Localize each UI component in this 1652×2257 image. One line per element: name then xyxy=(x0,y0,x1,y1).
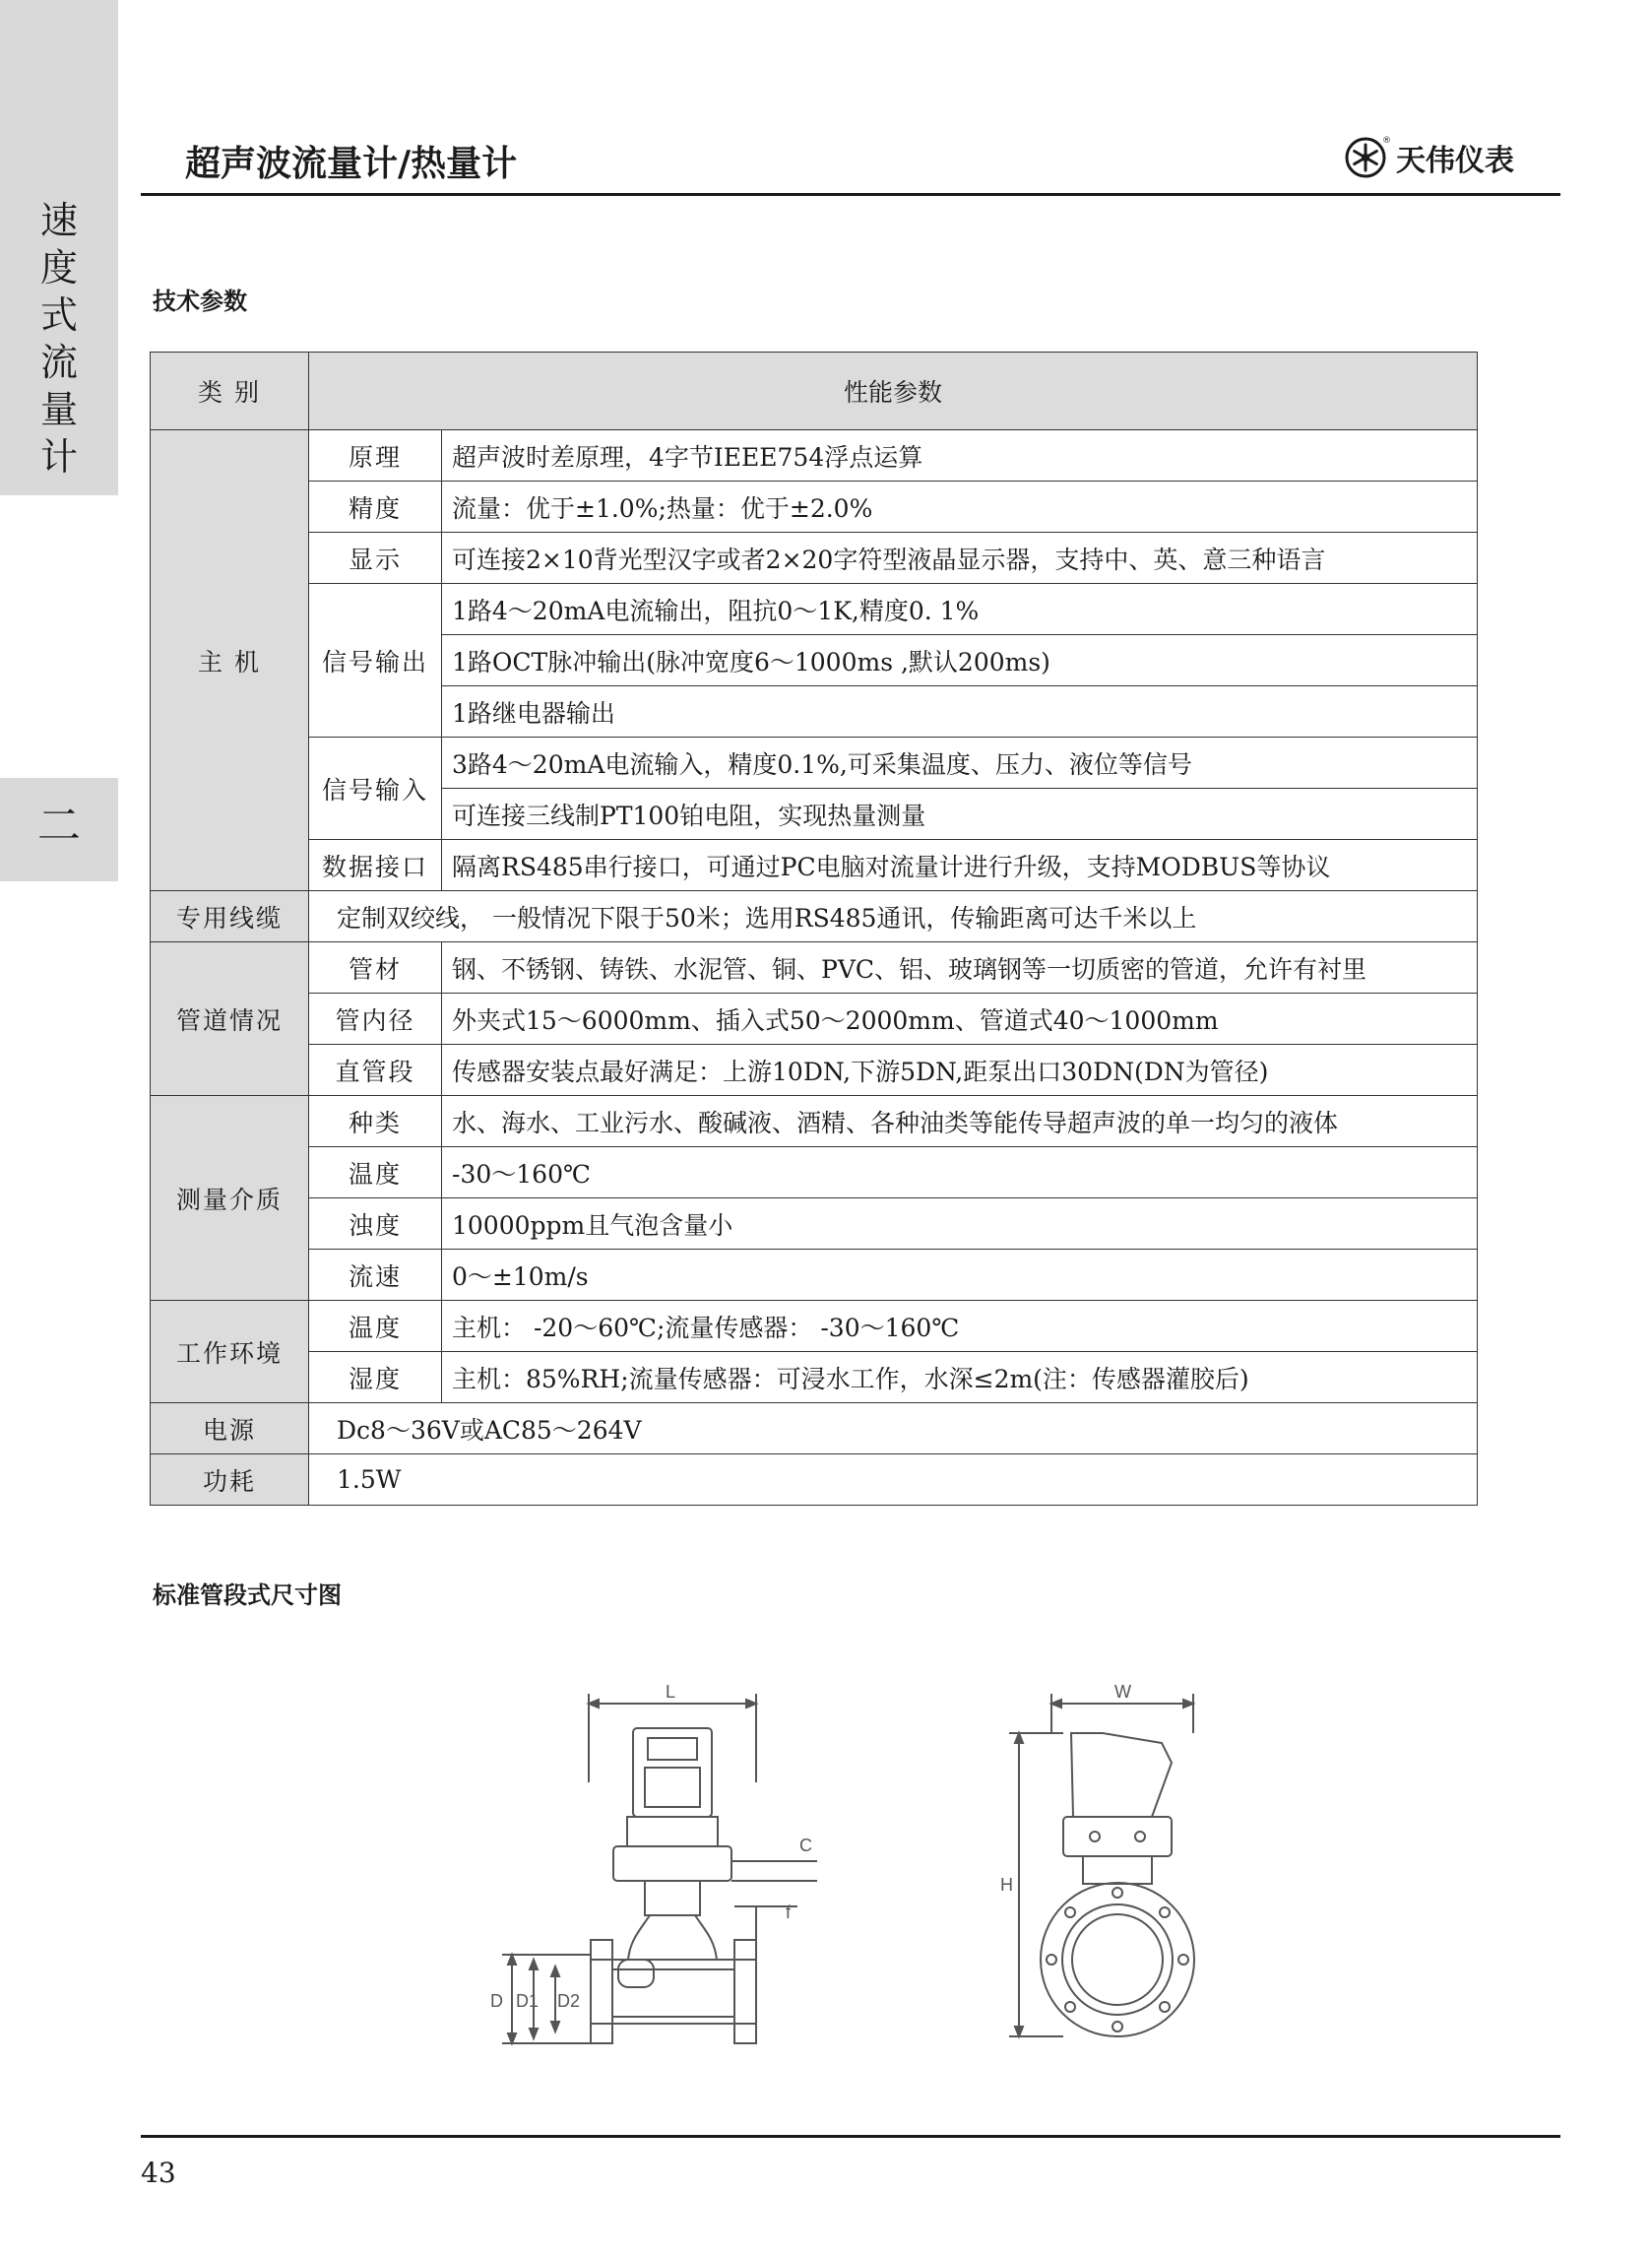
value-pipe-material: 钢、不锈钢、铸铁、水泥管、铜、PVC、铝、玻璃钢等一切质密的管道，允许有衬里 xyxy=(442,942,1478,994)
label-D1: D1 xyxy=(516,1991,540,2011)
section-title-specs: 技术参数 xyxy=(153,288,247,315)
sub-principle: 原理 xyxy=(309,430,442,482)
table-row xyxy=(151,1352,1478,1403)
value-medium-temp: -30～160℃ xyxy=(442,1147,1478,1198)
value-power: Dc8～36V或AC85～264V xyxy=(309,1403,1478,1454)
table-row xyxy=(151,891,1478,942)
table-row xyxy=(151,1301,1478,1352)
table-row xyxy=(151,1147,1478,1198)
value-principle: 超声波时差原理，4字节IEEE754浮点运算 xyxy=(442,430,1478,482)
category-pipe: 管道情况 xyxy=(151,942,309,1096)
table-row xyxy=(151,994,1478,1045)
value-display: 可连接2×10背光型汉字或者2×20字符型液晶显示器，支持中、英、意三种语言 xyxy=(442,533,1478,584)
table-row xyxy=(151,1045,1478,1096)
sub-straight-pipe: 直管段 xyxy=(309,1045,442,1096)
label-D: D xyxy=(490,1991,503,2011)
value-signal-output-3: 1路继电器输出 xyxy=(442,686,1478,738)
label-L: L xyxy=(666,1682,676,1702)
page-title: 超声波流量计/热量计 xyxy=(185,144,518,184)
sub-pipe-diameter: 管内径 xyxy=(309,994,442,1045)
table-row xyxy=(151,1454,1478,1506)
value-signal-input-1: 3路4～20mA电流输入，精度0.1%,可采集温度、压力、液位等信号 xyxy=(442,738,1478,789)
table-row xyxy=(151,840,1478,891)
sub-medium-kind: 种类 xyxy=(309,1096,442,1147)
label-H: H xyxy=(1000,1875,1013,1895)
header-category: 类 别 xyxy=(151,353,309,430)
value-signal-output-2: 1路OCT脉冲输出(脉冲宽度6～1000ms ,默认200ms) xyxy=(442,635,1478,686)
value-cable: 定制双绞线， 一般情况下限于50米；选用RS485通讯，传输距离可达千米以上 xyxy=(309,891,1478,942)
value-env-temp: 主机： -20～60℃;流量传感器： -30～160℃ xyxy=(442,1301,1478,1352)
value-env-humidity: 主机：85%RH;流量传感器：可浸水工作，水深≤2m(注：传感器灌胶后) xyxy=(442,1352,1478,1403)
table-row xyxy=(151,584,1478,635)
category-cable: 专用线缆 xyxy=(151,891,309,942)
category-host: 主 机 xyxy=(151,430,309,891)
category-power: 电源 xyxy=(151,1403,309,1454)
table-row xyxy=(151,738,1478,789)
table-row xyxy=(151,1198,1478,1250)
sub-medium-turbidity: 浊度 xyxy=(309,1198,442,1250)
table-row xyxy=(151,1250,1478,1301)
sub-signal-output: 信号输出 xyxy=(309,584,442,738)
header-divider xyxy=(141,193,1560,196)
sub-accuracy: 精度 xyxy=(309,482,442,533)
spec-table xyxy=(150,352,1478,1506)
label-D2: D2 xyxy=(557,1991,581,2011)
label-C: C xyxy=(799,1836,812,1855)
brand-emblem-icon xyxy=(1343,135,1391,180)
table-header-row xyxy=(151,353,1478,430)
label-W: W xyxy=(1114,1682,1131,1702)
sub-signal-input: 信号输入 xyxy=(309,738,442,840)
category-environment: 工作环境 xyxy=(151,1301,309,1403)
category-medium: 测量介质 xyxy=(151,1096,309,1301)
brand-name: 天伟仪表 xyxy=(1396,144,1514,178)
section-title-dimensions: 标准管段式尺寸图 xyxy=(153,1581,342,1609)
value-medium-turbidity: 10000ppm且气泡含量小 xyxy=(442,1198,1478,1250)
front-view xyxy=(490,1682,817,2043)
sub-data-interface: 数据接口 xyxy=(309,840,442,891)
sub-display: 显示 xyxy=(309,533,442,584)
value-pipe-diameter: 外夹式15～6000mm、插入式50～2000mm、管道式40～1000mm xyxy=(442,994,1478,1045)
dimension-diagram xyxy=(473,1674,1221,2048)
header-parameters: 性能参数 xyxy=(309,353,1478,430)
sub-env-humidity: 湿度 xyxy=(309,1352,442,1403)
value-medium-velocity: 0～±10m/s xyxy=(442,1250,1478,1301)
brand-logo xyxy=(1343,133,1514,182)
table-row xyxy=(151,1403,1478,1454)
side-section-label: 速 度 式 流 量 计 xyxy=(39,199,78,479)
sub-env-temp: 温度 xyxy=(309,1301,442,1352)
table-row xyxy=(151,1096,1478,1147)
label-f: f xyxy=(786,1902,792,1922)
side-view xyxy=(1000,1682,1194,2036)
footer-divider xyxy=(141,2135,1560,2138)
category-consumption: 功耗 xyxy=(151,1454,309,1506)
side-chapter-label: 二 xyxy=(37,801,81,851)
table-row xyxy=(151,533,1478,584)
table-row xyxy=(151,430,1478,482)
sub-medium-velocity: 流速 xyxy=(309,1250,442,1301)
value-signal-input-2: 可连接三线制PT100铂电阻，实现热量测量 xyxy=(442,789,1478,840)
value-accuracy: 流量：优于±1.0%;热量：优于±2.0% xyxy=(442,482,1478,533)
table-row xyxy=(151,942,1478,994)
value-consumption: 1.5W xyxy=(309,1454,1478,1506)
svg-text:®: ® xyxy=(1382,136,1391,146)
page-number: 43 xyxy=(141,2157,176,2189)
value-signal-output-1: 1路4～20mA电流输出，阻抗0～1K,精度0. 1% xyxy=(442,584,1478,635)
value-data-interface: 隔离RS485串行接口，可通过PC电脑对流量计进行升级，支持MODBUS等协议 xyxy=(442,840,1478,891)
table-row xyxy=(151,482,1478,533)
value-medium-kind: 水、海水、工业污水、酸碱液、酒精、各种油类等能传导超声波的单一均匀的液体 xyxy=(442,1096,1478,1147)
value-straight-pipe: 传感器安装点最好满足：上游10DN,下游5DN,距泵出口30DN(DN为管径) xyxy=(442,1045,1478,1096)
sub-pipe-material: 管材 xyxy=(309,942,442,994)
sub-medium-temp: 温度 xyxy=(309,1147,442,1198)
